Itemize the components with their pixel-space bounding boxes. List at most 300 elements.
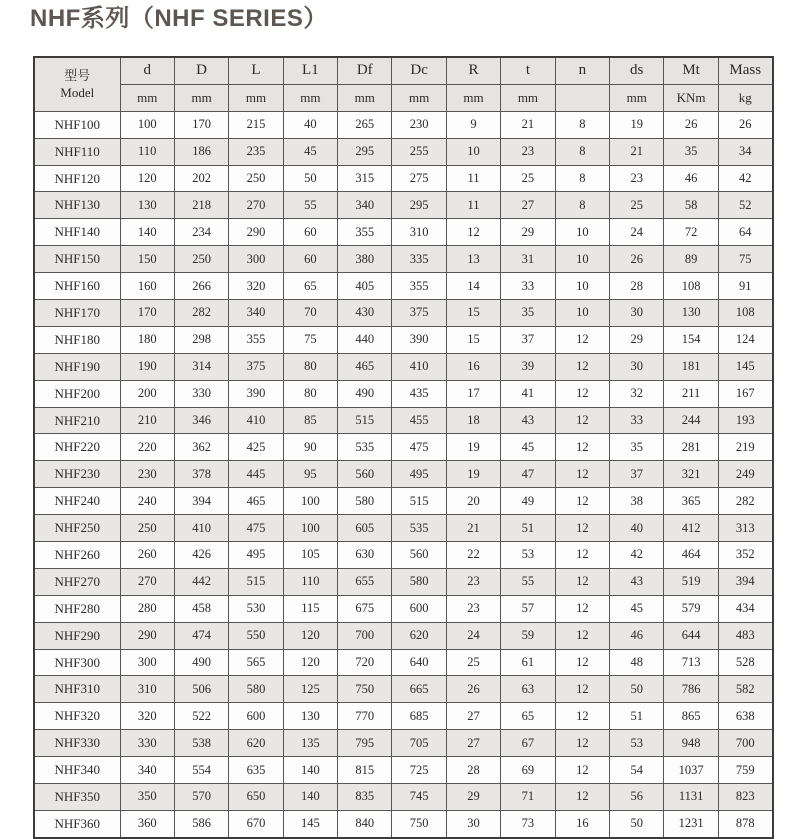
value-cell: 530 (229, 595, 283, 622)
value-cell: 14 (446, 273, 500, 300)
value-cell: 24 (610, 219, 664, 246)
value-cell: 281 (664, 434, 718, 461)
value-cell: 12 (555, 461, 609, 488)
value-cell: 244 (664, 407, 718, 434)
value-cell: 12 (555, 515, 609, 542)
value-cell: 455 (392, 407, 446, 434)
value-cell: 46 (610, 622, 664, 649)
table-header (34, 57, 773, 111)
value-cell: 425 (229, 434, 283, 461)
column-header-d: D (174, 57, 228, 84)
value-cell: 29 (610, 326, 664, 353)
value-cell: 69 (501, 757, 555, 784)
value-cell: 71 (501, 784, 555, 811)
value-cell: 48 (610, 649, 664, 676)
value-cell: 410 (174, 515, 228, 542)
value-cell: 202 (174, 165, 228, 192)
model-cell: NHF170 (34, 300, 120, 327)
value-cell: 31 (501, 246, 555, 273)
nhf-series-spec-table (33, 56, 774, 839)
value-cell: 579 (664, 595, 718, 622)
value-cell: 580 (392, 568, 446, 595)
value-cell: 8 (555, 192, 609, 219)
column-unit-t: mm (501, 84, 555, 111)
value-cell: 8 (555, 138, 609, 165)
model-cell: NHF230 (34, 461, 120, 488)
value-cell: 65 (283, 273, 337, 300)
value-cell: 30 (446, 810, 500, 837)
table-row (34, 138, 773, 165)
value-cell: 320 (229, 273, 283, 300)
value-cell: 26 (446, 676, 500, 703)
value-cell: 250 (120, 515, 174, 542)
value-cell: 220 (120, 434, 174, 461)
value-cell: 41 (501, 380, 555, 407)
value-cell: 57 (501, 595, 555, 622)
value-cell: 91 (718, 273, 772, 300)
value-cell: 580 (229, 676, 283, 703)
value-cell: 310 (120, 676, 174, 703)
value-cell: 495 (229, 542, 283, 569)
value-cell: 37 (501, 326, 555, 353)
value-cell: 321 (664, 461, 718, 488)
value-cell: 786 (664, 676, 718, 703)
table-row (34, 515, 773, 542)
value-cell: 27 (446, 703, 500, 730)
value-cell: 53 (610, 730, 664, 757)
value-cell: 340 (229, 300, 283, 327)
value-cell: 720 (338, 649, 392, 676)
value-cell: 12 (555, 568, 609, 595)
value-cell: 295 (392, 192, 446, 219)
value-cell: 795 (338, 730, 392, 757)
value-cell: 300 (229, 246, 283, 273)
model-cell: NHF330 (34, 730, 120, 757)
value-cell: 38 (610, 488, 664, 515)
value-cell: 35 (664, 138, 718, 165)
value-cell: 878 (718, 810, 772, 837)
model-cell: NHF280 (34, 595, 120, 622)
table-row (34, 622, 773, 649)
value-cell: 58 (664, 192, 718, 219)
value-cell: 181 (664, 353, 718, 380)
column-unit-mass: kg (718, 84, 772, 111)
value-cell: 352 (718, 542, 772, 569)
value-cell: 16 (555, 810, 609, 837)
value-cell: 394 (718, 568, 772, 595)
model-cell: NHF350 (34, 784, 120, 811)
value-cell: 360 (120, 810, 174, 837)
page-title: NHF系列（NHF SERIES） (30, 5, 328, 32)
value-cell: 54 (610, 757, 664, 784)
value-cell: 335 (392, 246, 446, 273)
column-header-dc: Dc (392, 57, 446, 84)
value-cell: 23 (446, 568, 500, 595)
value-cell: 330 (120, 730, 174, 757)
value-cell: 100 (283, 488, 337, 515)
value-cell: 150 (120, 246, 174, 273)
column-header-df: Df (338, 57, 392, 84)
value-cell: 390 (229, 380, 283, 407)
value-cell: 362 (174, 434, 228, 461)
column-header-mt: Mt (664, 57, 718, 84)
value-cell: 16 (446, 353, 500, 380)
value-cell: 528 (718, 649, 772, 676)
value-cell: 140 (120, 219, 174, 246)
table-row (34, 568, 773, 595)
value-cell: 75 (283, 326, 337, 353)
column-unit-r: mm (446, 84, 500, 111)
value-cell: 80 (283, 353, 337, 380)
value-cell: 154 (664, 326, 718, 353)
model-cell: NHF300 (34, 649, 120, 676)
value-cell: 275 (392, 165, 446, 192)
value-cell: 865 (664, 703, 718, 730)
table-row (34, 488, 773, 515)
model-cell: NHF360 (34, 810, 120, 837)
value-cell: 60 (283, 219, 337, 246)
value-cell: 445 (229, 461, 283, 488)
value-cell: 346 (174, 407, 228, 434)
value-cell: 61 (501, 649, 555, 676)
value-cell: 28 (446, 757, 500, 784)
value-cell: 355 (392, 273, 446, 300)
model-cell: NHF270 (34, 568, 120, 595)
value-cell: 430 (338, 300, 392, 327)
value-cell: 282 (174, 300, 228, 327)
value-cell: 515 (338, 407, 392, 434)
value-cell: 42 (610, 542, 664, 569)
value-cell: 265 (338, 111, 392, 138)
value-cell: 25 (501, 165, 555, 192)
value-cell: 170 (120, 300, 174, 327)
value-cell: 130 (120, 192, 174, 219)
value-cell: 35 (501, 300, 555, 327)
value-cell: 750 (338, 676, 392, 703)
value-cell: 350 (120, 784, 174, 811)
value-cell: 700 (718, 730, 772, 757)
value-cell: 11 (446, 165, 500, 192)
value-cell: 410 (392, 353, 446, 380)
table-row (34, 810, 773, 837)
value-cell: 823 (718, 784, 772, 811)
value-cell: 42 (718, 165, 772, 192)
value-cell: 620 (229, 730, 283, 757)
value-cell: 120 (120, 165, 174, 192)
value-cell: 670 (229, 810, 283, 837)
column-header-n: n (555, 57, 609, 84)
model-cell: NHF200 (34, 380, 120, 407)
value-cell: 538 (174, 730, 228, 757)
table-row (34, 757, 773, 784)
value-cell: 145 (718, 353, 772, 380)
value-cell: 475 (229, 515, 283, 542)
value-cell: 10 (555, 300, 609, 327)
value-cell: 12 (555, 434, 609, 461)
value-cell: 12 (555, 353, 609, 380)
value-cell: 410 (229, 407, 283, 434)
value-cell: 1037 (664, 757, 718, 784)
value-cell: 108 (718, 300, 772, 327)
value-cell: 365 (664, 488, 718, 515)
value-cell: 110 (283, 568, 337, 595)
table-row (34, 703, 773, 730)
value-cell: 685 (392, 703, 446, 730)
value-cell: 605 (338, 515, 392, 542)
value-cell: 63 (501, 676, 555, 703)
value-cell: 565 (229, 649, 283, 676)
value-cell: 28 (610, 273, 664, 300)
value-cell: 15 (446, 326, 500, 353)
column-header-t: t (501, 57, 555, 84)
column-unit-n (555, 84, 609, 111)
value-cell: 600 (392, 595, 446, 622)
value-cell: 705 (392, 730, 446, 757)
value-cell: 90 (283, 434, 337, 461)
value-cell: 230 (120, 461, 174, 488)
value-cell: 260 (120, 542, 174, 569)
value-cell: 650 (229, 784, 283, 811)
model-cell: NHF240 (34, 488, 120, 515)
value-cell: 15 (446, 300, 500, 327)
value-cell: 375 (229, 353, 283, 380)
value-cell: 440 (338, 326, 392, 353)
value-cell: 390 (392, 326, 446, 353)
value-cell: 30 (610, 353, 664, 380)
table-row (34, 273, 773, 300)
value-cell: 12 (555, 380, 609, 407)
table-row (34, 649, 773, 676)
value-cell: 249 (718, 461, 772, 488)
value-cell: 630 (338, 542, 392, 569)
value-cell: 535 (392, 515, 446, 542)
value-cell: 167 (718, 380, 772, 407)
value-cell: 50 (283, 165, 337, 192)
value-cell: 314 (174, 353, 228, 380)
value-cell: 745 (392, 784, 446, 811)
value-cell: 120 (283, 649, 337, 676)
model-cell: NHF100 (34, 111, 120, 138)
model-cell: NHF210 (34, 407, 120, 434)
value-cell: 12 (555, 407, 609, 434)
value-cell: 130 (283, 703, 337, 730)
value-cell: 26 (718, 111, 772, 138)
value-cell: 550 (229, 622, 283, 649)
value-cell: 25 (610, 192, 664, 219)
value-cell: 570 (174, 784, 228, 811)
value-cell: 52 (718, 192, 772, 219)
column-unit-dc: mm (392, 84, 446, 111)
value-cell: 95 (283, 461, 337, 488)
value-cell: 23 (446, 595, 500, 622)
value-cell: 1231 (664, 810, 718, 837)
value-cell: 120 (283, 622, 337, 649)
value-cell: 40 (283, 111, 337, 138)
value-cell: 55 (283, 192, 337, 219)
value-cell: 13 (446, 246, 500, 273)
value-cell: 290 (229, 219, 283, 246)
value-cell: 37 (610, 461, 664, 488)
value-cell: 560 (338, 461, 392, 488)
value-cell: 355 (338, 219, 392, 246)
value-cell: 25 (446, 649, 500, 676)
value-cell: 219 (718, 434, 772, 461)
table-row (34, 192, 773, 219)
value-cell: 315 (338, 165, 392, 192)
value-cell: 210 (120, 407, 174, 434)
value-cell: 490 (338, 380, 392, 407)
value-cell: 85 (283, 407, 337, 434)
value-cell: 240 (120, 488, 174, 515)
value-cell: 19 (446, 434, 500, 461)
value-cell: 70 (283, 300, 337, 327)
value-cell: 75 (718, 246, 772, 273)
value-cell: 11 (446, 192, 500, 219)
value-cell: 218 (174, 192, 228, 219)
value-cell: 313 (718, 515, 772, 542)
model-cell: NHF340 (34, 757, 120, 784)
model-cell: NHF290 (34, 622, 120, 649)
model-cell: NHF260 (34, 542, 120, 569)
value-cell: 234 (174, 219, 228, 246)
table-row (34, 784, 773, 811)
value-cell: 60 (283, 246, 337, 273)
table-row (34, 326, 773, 353)
value-cell: 230 (392, 111, 446, 138)
value-cell: 10 (555, 246, 609, 273)
table-row (34, 165, 773, 192)
value-cell: 644 (664, 622, 718, 649)
value-cell: 32 (610, 380, 664, 407)
table-row (34, 380, 773, 407)
model-cell: NHF220 (34, 434, 120, 461)
value-cell: 43 (610, 568, 664, 595)
value-cell: 295 (338, 138, 392, 165)
model-cell: NHF250 (34, 515, 120, 542)
value-cell: 72 (664, 219, 718, 246)
value-cell: 600 (229, 703, 283, 730)
value-cell: 21 (501, 111, 555, 138)
value-cell: 458 (174, 595, 228, 622)
value-cell: 580 (338, 488, 392, 515)
value-cell: 300 (120, 649, 174, 676)
model-column-header (34, 57, 120, 111)
value-cell: 12 (555, 676, 609, 703)
value-cell: 340 (120, 757, 174, 784)
value-cell: 8 (555, 111, 609, 138)
value-cell: 12 (555, 326, 609, 353)
table-row (34, 542, 773, 569)
value-cell: 355 (229, 326, 283, 353)
value-cell: 750 (392, 810, 446, 837)
column-unit-l1: mm (283, 84, 337, 111)
value-cell: 23 (501, 138, 555, 165)
value-cell: 50 (610, 810, 664, 837)
value-cell: 535 (338, 434, 392, 461)
value-cell: 582 (718, 676, 772, 703)
value-cell: 193 (718, 407, 772, 434)
value-cell: 405 (338, 273, 392, 300)
value-cell: 26 (664, 111, 718, 138)
value-cell: 27 (446, 730, 500, 757)
value-cell: 21 (446, 515, 500, 542)
value-cell: 140 (283, 784, 337, 811)
value-cell: 12 (555, 784, 609, 811)
value-cell: 340 (338, 192, 392, 219)
value-cell: 770 (338, 703, 392, 730)
value-cell: 519 (664, 568, 718, 595)
value-cell: 640 (392, 649, 446, 676)
table-body (34, 111, 773, 838)
value-cell: 10 (555, 219, 609, 246)
value-cell: 55 (501, 568, 555, 595)
value-cell: 46 (664, 165, 718, 192)
value-cell: 215 (229, 111, 283, 138)
value-cell: 39 (501, 353, 555, 380)
value-cell: 725 (392, 757, 446, 784)
value-cell: 298 (174, 326, 228, 353)
table-row (34, 730, 773, 757)
value-cell: 266 (174, 273, 228, 300)
value-cell: 21 (610, 138, 664, 165)
column-unit-mt: KNm (664, 84, 718, 111)
value-cell: 700 (338, 622, 392, 649)
value-cell: 320 (120, 703, 174, 730)
column-header-l1: L1 (283, 57, 337, 84)
value-cell: 65 (501, 703, 555, 730)
value-cell: 620 (392, 622, 446, 649)
value-cell: 380 (338, 246, 392, 273)
model-cell: NHF110 (34, 138, 120, 165)
value-cell: 40 (610, 515, 664, 542)
value-cell: 282 (718, 488, 772, 515)
value-cell: 56 (610, 784, 664, 811)
column-header-d: d (120, 57, 174, 84)
column-header-ds: ds (610, 57, 664, 84)
value-cell: 12 (555, 542, 609, 569)
value-cell: 51 (501, 515, 555, 542)
value-cell: 18 (446, 407, 500, 434)
value-cell: 51 (610, 703, 664, 730)
value-cell: 12 (555, 730, 609, 757)
table-row (34, 676, 773, 703)
model-cell: NHF120 (34, 165, 120, 192)
value-cell: 465 (229, 488, 283, 515)
value-cell: 45 (610, 595, 664, 622)
value-cell: 34 (718, 138, 772, 165)
value-cell: 1131 (664, 784, 718, 811)
value-cell: 19 (446, 461, 500, 488)
value-cell: 160 (120, 273, 174, 300)
value-cell: 310 (392, 219, 446, 246)
value-cell: 375 (392, 300, 446, 327)
value-cell: 50 (610, 676, 664, 703)
model-label-en: Model (60, 85, 95, 101)
model-cell: NHF130 (34, 192, 120, 219)
value-cell: 474 (174, 622, 228, 649)
value-cell: 33 (610, 407, 664, 434)
column-unit-df: mm (338, 84, 392, 111)
value-cell: 378 (174, 461, 228, 488)
value-cell: 145 (283, 810, 337, 837)
value-cell: 29 (446, 784, 500, 811)
column-unit-l: mm (229, 84, 283, 111)
value-cell: 190 (120, 353, 174, 380)
value-cell: 464 (664, 542, 718, 569)
value-cell: 280 (120, 595, 174, 622)
value-cell: 12 (446, 219, 500, 246)
value-cell: 110 (120, 138, 174, 165)
